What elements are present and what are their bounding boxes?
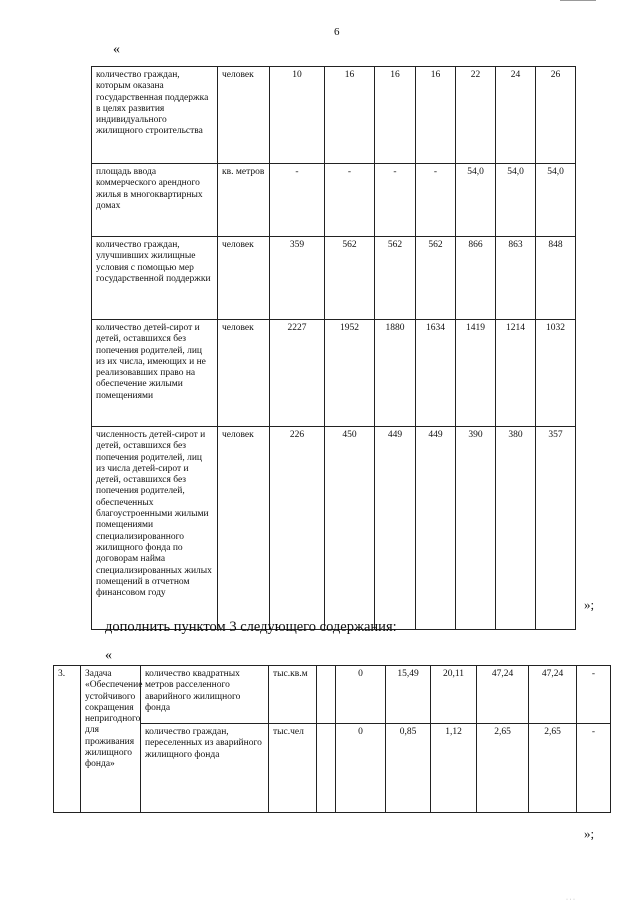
indicator-cell: количество граждан, которым оказана государственная поддержка в целях развития индивидуального жилищного строительства — [92, 67, 218, 164]
indicators-table — [91, 66, 576, 630]
page-edge-mark — [560, 0, 596, 1]
value-cell: 562 — [375, 237, 416, 320]
table-row — [92, 427, 576, 630]
value-cell: 16 — [416, 67, 456, 164]
value-cell: 16 — [375, 67, 416, 164]
table-row — [92, 67, 576, 164]
value-cell: 47,24 — [477, 666, 529, 724]
value-cell: 2227 — [270, 320, 325, 427]
value-cell: 0 — [336, 666, 386, 724]
opening-quote: « — [105, 648, 112, 663]
value-cell: 848 — [536, 237, 576, 320]
unit-cell: кв. метров — [218, 164, 270, 237]
value-cell: 863 — [496, 237, 536, 320]
indicator-cell: площадь ввода коммерческого арендного жилья в многоквартирных домах — [92, 164, 218, 237]
unit-cell: человек — [218, 237, 270, 320]
value-cell: - — [416, 164, 456, 237]
value-cell: 1419 — [456, 320, 496, 427]
value-cell: 1032 — [536, 320, 576, 427]
value-cell: 357 — [536, 427, 576, 630]
unit-cell: человек — [218, 67, 270, 164]
value-cell: 54,0 — [456, 164, 496, 237]
value-cell: 47,24 — [529, 666, 577, 724]
value-cell: 390 — [456, 427, 496, 630]
opening-quote: « — [113, 42, 120, 57]
value-cell: 1,12 — [431, 724, 477, 813]
value-cell: 0 — [336, 724, 386, 813]
table-row — [92, 164, 576, 237]
value-cell: - — [270, 164, 325, 237]
value-cell: 449 — [375, 427, 416, 630]
value-cell: 1214 — [496, 320, 536, 427]
indicator-cell: количество граждан, переселенных из аварийного жилищного фонда — [141, 724, 269, 813]
value-cell: 20,11 — [431, 666, 477, 724]
value-cell: 449 — [416, 427, 456, 630]
indicator-cell: количество квадратных метров расселенного аварийного жилищного фонда — [141, 666, 269, 724]
indicator-cell: количество граждан, улучшивших жилищные условия с помощью мер государственной поддержки — [92, 237, 218, 320]
value-cell: 10 — [270, 67, 325, 164]
closing-quote: »; — [584, 826, 595, 841]
value-cell: 24 — [496, 67, 536, 164]
value-cell: 2,65 — [477, 724, 529, 813]
value-cell: - — [577, 666, 611, 724]
unit-cell: человек — [218, 427, 270, 630]
value-cell: 562 — [325, 237, 375, 320]
value-cell: 54,0 — [536, 164, 576, 237]
value-cell: 1634 — [416, 320, 456, 427]
closing-quote: »; — [584, 597, 595, 612]
value-cell: 450 — [325, 427, 375, 630]
value-cell: 15,49 — [386, 666, 431, 724]
value-cell: 16 — [325, 67, 375, 164]
indicator-cell: численность детей-сирот и детей, оставшихся без попечения родителей, лиц из числа детей-сирот и детей, оставшихся без попечения родителей, обеспеченных благоустроенными жилыми помещениями специализированного жилищного фонда по договорам найма специализированных жилых помещений в отчетном финансовом году — [92, 427, 218, 630]
unit-cell: тыс.кв.м — [269, 666, 317, 724]
value-cell: 866 — [456, 237, 496, 320]
value-cell: 26 — [536, 67, 576, 164]
unit-cell: тыс.чел — [269, 724, 317, 813]
value-cell: 359 — [270, 237, 325, 320]
value-cell: 2,65 — [529, 724, 577, 813]
value-cell: 22 — [456, 67, 496, 164]
value-cell: 226 — [270, 427, 325, 630]
empty-cell — [317, 724, 336, 813]
value-cell: - — [375, 164, 416, 237]
page-edge-mark: · · · — [566, 897, 575, 903]
value-cell: 0,85 — [386, 724, 431, 813]
table-row — [92, 320, 576, 427]
page-number: 6 — [334, 26, 340, 38]
table-row — [54, 666, 611, 724]
indicator-cell: количество детей-сирот и детей, оставшихся без попечения родителей, лиц из их числа, имеющих и не реализовавших право на обеспечение жилыми помещениями — [92, 320, 218, 427]
value-cell: 1880 — [375, 320, 416, 427]
task-number: 3. — [54, 666, 81, 813]
value-cell: 562 — [416, 237, 456, 320]
empty-cell — [317, 666, 336, 724]
amendment-heading: дополнить пунктом 3 следующего содержания: — [105, 619, 397, 635]
value-cell: 380 — [496, 427, 536, 630]
task-title: Задача «Обеспечение устойчивого сокращения непригодного для проживания жилищного фонда» — [81, 666, 141, 813]
value-cell: - — [325, 164, 375, 237]
value-cell: - — [577, 724, 611, 813]
value-cell: 54,0 — [496, 164, 536, 237]
value-cell: 1952 — [325, 320, 375, 427]
unit-cell: человек — [218, 320, 270, 427]
task-table — [53, 665, 611, 813]
table-row — [92, 237, 576, 320]
